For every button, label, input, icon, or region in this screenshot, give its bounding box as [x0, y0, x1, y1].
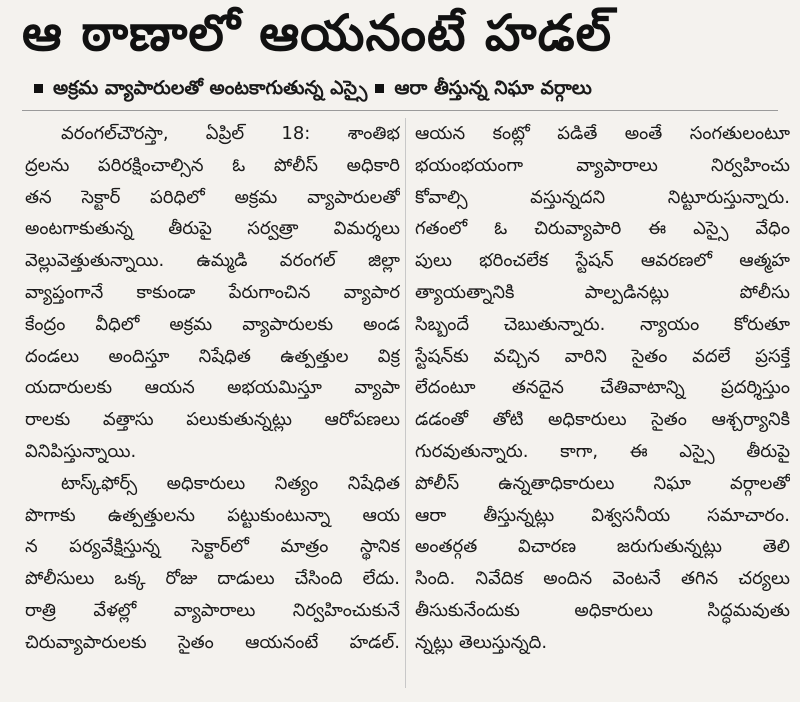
text-line: పోలీసులు ఒక్క రోజు దాడులు చేసింది లేదు. — [25, 568, 400, 590]
text-line: రాత్రి వేళల్లో వ్యాపారాలు నిర్వహించుకునే — [25, 599, 400, 621]
text-line: టాస్క్‌ఫోర్స్ అధికారులు నిత్యం నిషేధిత — [61, 472, 400, 494]
text-line: న పర్యవేక్షిస్తున్న సెక్టార్‌లో మాత్రం స్థానిక — [25, 536, 400, 558]
text-line: ఆరా తీస్తున్నట్లు విశ్వసనీయ సమాచారం. — [415, 504, 790, 526]
subheadline-1: అక్రమ వ్యాపారులతో అంటకాగుతున్న ఎస్సై — [53, 77, 368, 99]
text-line: కేంద్రం వీధిలో అక్రమ వ్యాపారులకు అండ — [25, 313, 400, 335]
text-line: తీసుకునేందుకు అధికారులు సిద్ధమవుతు — [415, 599, 790, 621]
text-line: తన సెక్టార్ పరిధిలో అక్రమ వ్యాపారులతో — [25, 186, 400, 208]
text-line: యదారులకు ఆయన అభయమిస్తూ వ్యాపా — [25, 377, 400, 399]
subheadline-bar — [26, 72, 786, 104]
text-line: పులు భరించలేక స్టేషన్ ఆవరణలో ఆత్మహ — [415, 250, 790, 272]
text-line: కోవాల్సి వస్తున్నదని నిట్టూరుస్తున్నారు. — [415, 186, 790, 208]
text-line: వరంగల్‌చౌరస్తా, ఏప్రిల్ 18: శాంతిభ — [61, 123, 400, 144]
article-column-left — [25, 118, 400, 659]
text-line: వ్యాప్తంగానే కాకుండా పేరుగాంచిన వ్యాపార — [25, 281, 400, 303]
square-bullet-icon — [375, 84, 384, 93]
text-line: వెల్లువెత్తుతున్నాయి. ఉమ్మడి వరంగల్ జిల్లా — [25, 250, 400, 272]
text-line: దండలు అందిస్తూ నిషేధిత ఉత్పత్తుల విక్ర — [25, 345, 400, 367]
text-line: చిరువ్యాపారులకు సైతం ఆయనంటే హడల్. — [25, 631, 400, 653]
text-line: డడంతో తోటి అధికారులు సైతం ఆశ్చర్యానికి — [415, 409, 790, 431]
text-line: సిబ్బందే చెబుతున్నారు. న్యాయం కోరుతూ — [415, 313, 790, 335]
article-column-right — [415, 118, 790, 659]
text-line: అంతర్గత విచారణ జరుగుతున్నట్లు తెలి — [415, 536, 790, 558]
text-line: భయంభయంగా వ్యాపారాలు నిర్వహించు — [415, 154, 790, 176]
text-line: గురవుతున్నారు. కాగా, ఈ ఎస్సై తీరుపై — [415, 440, 790, 462]
text-line: గతంలో ఓ చిరువ్యాపారి ఈ ఎస్సై వేధిం — [415, 218, 790, 240]
subheadline-2: ఆరా తీస్తున్న నిఘా వర్గాలు — [394, 77, 592, 99]
text-line: త్యాయత్నానికి పాల్పడినట్లు పోలీసు — [415, 281, 790, 303]
text-line: న్నట్లు తెలుస్తున్నది. — [415, 631, 548, 653]
text-line: పోలీస్ ఉన్నతాధికారులు నిఘా వర్గాలతో — [415, 472, 790, 494]
text-line: సింది. నివేదిక అందిన వెంటనే తగిన చర్యలు — [415, 568, 790, 590]
header-divider — [22, 110, 778, 111]
text-line: వినిపిస్తున్నాయి. — [25, 440, 137, 462]
square-bullet-icon — [34, 84, 43, 93]
text-line: ద్రలను పరిరక్షించాల్సిన ఓ పోలీస్ అధికారి — [25, 154, 400, 176]
text-line: అంటగాకుతున్న తీరుపై సర్వత్రా విమర్శలు — [25, 218, 400, 240]
text-line: ఆయన కంట్లో పడితే అంతే సంగతులంటూ — [415, 123, 790, 144]
text-line: పొగాకు ఉత్పత్తులను పట్టుకుంటున్నా ఆయ — [25, 504, 400, 526]
column-divider — [405, 118, 406, 688]
text-line: లేదంటూ తనదైన చేతివాటాన్ని ప్రదర్శిస్తుం — [415, 377, 790, 399]
text-line: స్టేషన్‌కు వచ్చిన వారిని సైతం వదలే ప్రసక్తే — [415, 345, 790, 367]
article-headline: ఆ ఠాణాలో ఆయనంటే హడల్ — [22, 4, 613, 62]
text-line: రాలకు వత్తాసు పలుకుతున్నట్లు ఆరోపణలు — [25, 409, 400, 431]
